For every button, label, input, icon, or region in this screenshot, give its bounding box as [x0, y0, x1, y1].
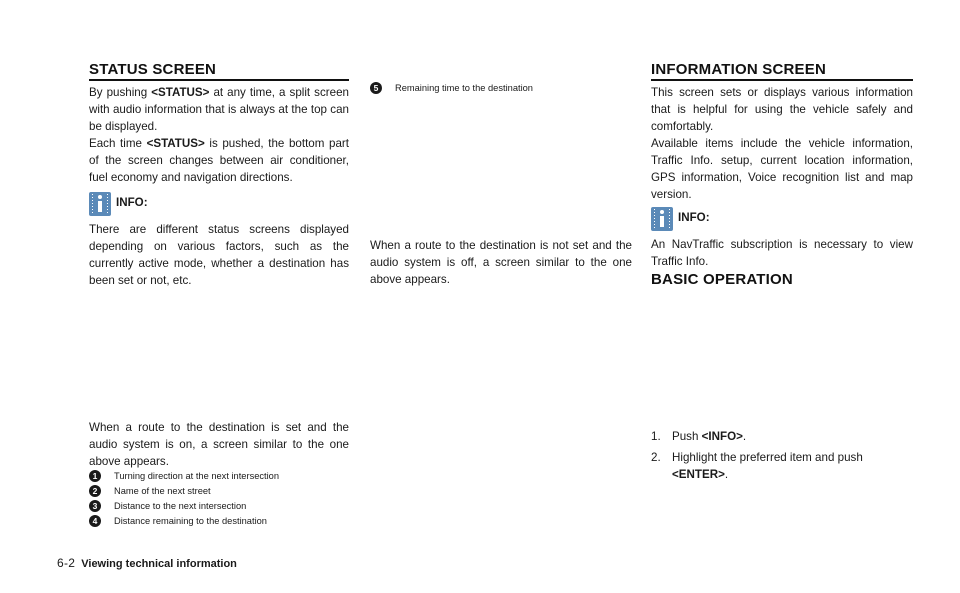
status-key: <STATUS> [151, 86, 210, 99]
page-number: 6-2 [57, 556, 76, 570]
legend-item [89, 514, 349, 529]
route-not-set-paragraph: When a route to the destination is not set and the audio system is off, a screen similar to the one above appears. [370, 239, 632, 286]
status-key: <STATUS> [146, 137, 205, 150]
number-badge: 5 [370, 82, 382, 94]
chapter-title: Viewing technical information [81, 558, 237, 570]
legend-list [370, 81, 632, 96]
info-key: <INFO> [701, 430, 743, 443]
legend-text: Distance to the next intersection [114, 501, 247, 511]
info-icon [89, 192, 111, 216]
information-intro-paragraph: This screen sets or displays various information that is helpful for using the vehicle safely and comfortably. [651, 86, 913, 133]
legend-text: Name of the next street [114, 486, 211, 496]
step-item [651, 449, 913, 483]
legend-item [89, 484, 349, 499]
text-span: is pushed, the bottom part of the screen changes between air conditioner, fuel economy and navigation directions. [89, 137, 349, 184]
info-text: There are different status screens displayed depending on various factors, such as the currently active mode, whether a destination has been set or not, etc. [89, 223, 349, 287]
text-span: . [742, 430, 747, 443]
number-badge: 2 [89, 485, 101, 497]
step-item [651, 428, 913, 445]
text-span: . [724, 468, 729, 481]
legend-item [89, 469, 349, 484]
step-number: 2. [651, 451, 661, 464]
route-set-paragraph: When a route to the destination is set and the audio system is on, a screen similar to the one above appears. [89, 421, 349, 468]
step-number: 1. [651, 430, 661, 443]
number-badge: 4 [89, 515, 101, 527]
steps-list [651, 428, 913, 483]
status-intro-paragraph [89, 84, 349, 135]
text-span: By pushing [89, 86, 152, 99]
text-span: Push [672, 430, 702, 443]
legend-list [89, 469, 349, 529]
legend-item [89, 499, 349, 514]
legend-text: Remaining time to the destination [395, 83, 533, 93]
basic-operation-heading: BASIC OPERATION [651, 271, 793, 288]
number-badge: 3 [89, 500, 101, 512]
text-span: at any time, a split screen with audio information that is always at the top can be displayed. [89, 86, 349, 133]
number-badge: 1 [89, 470, 101, 482]
legend-item [370, 81, 632, 96]
enter-key: <ENTER> [672, 468, 725, 481]
info-icon [651, 207, 673, 231]
page-footer [57, 556, 237, 570]
text-span: Each time [89, 137, 147, 150]
info-label: INFO: [678, 211, 710, 224]
legend-text: Turning direction at the next intersection [114, 471, 280, 481]
available-items-paragraph: Available items include the vehicle information, Traffic Info. setup, current location information, GPS information, Voice recognition list and map version. [651, 137, 913, 201]
info-label: INFO: [116, 196, 148, 209]
legend-text: Distance remaining to the destination [114, 516, 267, 526]
information-screen-heading: INFORMATION SCREEN [651, 61, 826, 78]
status-screen-heading: STATUS SCREEN [89, 61, 217, 78]
heading-rule [651, 79, 913, 81]
info-text: An NavTraffic subscription is necessary to view Traffic Info. [651, 238, 913, 268]
heading-rule [89, 79, 349, 81]
text-span: Highlight the preferred item and push [672, 451, 863, 464]
status-each-time-paragraph [89, 135, 349, 186]
